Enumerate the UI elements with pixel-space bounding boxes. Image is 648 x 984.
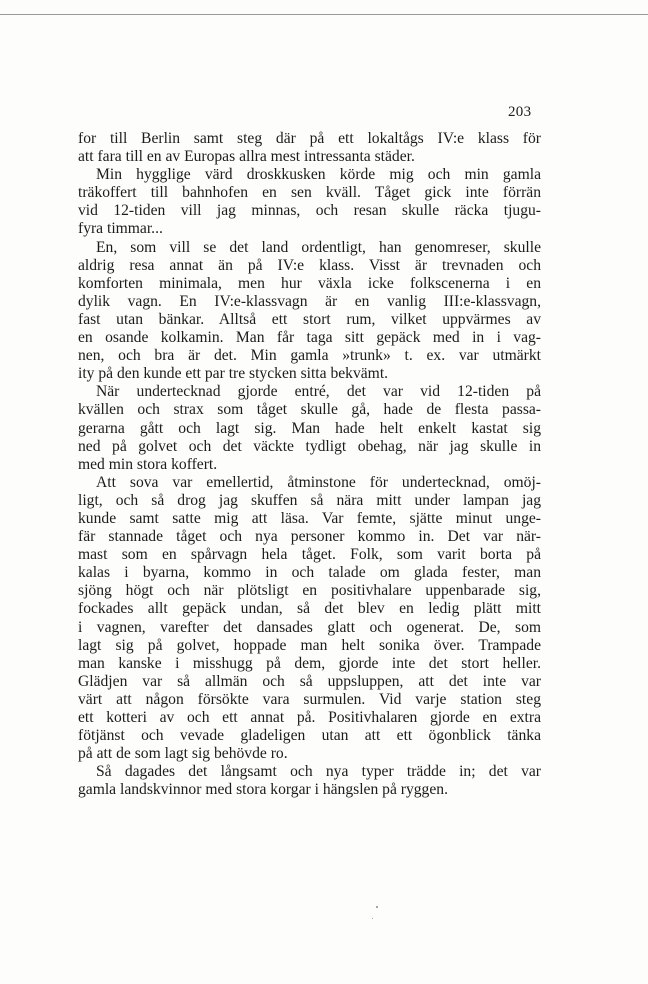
text-line: gamla landskvinnor med stora korgar i hängslen på ryggen.: [78, 781, 448, 799]
text-line: med min stora koffert.: [78, 455, 218, 473]
text-line: mast som en spårvagn hela tåget. Folk, som varit borta på: [78, 546, 541, 564]
text-line: En, som vill se det land ordentligt, han genomreser, skulle: [96, 238, 541, 256]
text-line: i vagnen, varefter det dansades glatt och ogenerat. De, som: [78, 618, 541, 636]
text-line: ligt, och så drog jag skuffen så nära mitt under lampan jag: [78, 491, 541, 509]
text-line: att fara till en av Europas allra mest intressanta städer.: [78, 148, 415, 166]
paragraph: [78, 166, 541, 238]
text-line: for till Berlin samt steg där på ett lokaltågs IV:e klass för: [78, 130, 541, 147]
text-line: fär stannade tåget och nya personer kommo in. Det var när-: [78, 528, 541, 546]
paragraph: [78, 130, 541, 166]
text-line: man kanske i misshugg på dem, gjorde inte det stort heller.: [78, 654, 541, 672]
text-line: värt att någon försökte vara surmulen. Vid varje station steg: [78, 690, 541, 708]
text-line: gerarna gått och lagt sig. Man hade helt enkelt kastat sig: [78, 419, 541, 437]
text-line: fötjänst och vevade gladeligen utan att ett ögonblick tänka: [78, 727, 541, 745]
paragraph: [78, 239, 541, 384]
paper-speck: [376, 906, 378, 908]
top-edge-rule: [0, 14, 648, 15]
text-line: kvällen och strax som tåget skulle gå, hade de flesta passa-: [78, 401, 541, 419]
text-line: dylik vagn. En IV:e-klassvagn är en vanlig III:e-klassvagn,: [78, 292, 541, 310]
text-line: kalas i byarna, kommo in och talade om glada fester, man: [78, 564, 541, 582]
text-line: lagt sig på golvet, hoppade man helt sonika över. Trampade: [78, 636, 541, 654]
text-line: fast utan bänkar. Alltså ett stort rum, vilket uppvärmes av: [78, 310, 541, 328]
text-line: Så dagades det långsamt och nya typer trädde in; det var: [96, 763, 541, 781]
text-line: aldrig resa annat än på IV:e klass. Visst är trevnaden och: [78, 256, 541, 274]
text-line: sjöng högt och när plötsligt en positivhalare uppenbarade sig,: [78, 582, 541, 600]
text-line: komforten minimala, men hur växla icke folkscenerna i en: [78, 274, 541, 292]
paragraph: [78, 474, 541, 764]
text-line: Att sova var emellertid, åtminstone för undertecknad, omöj-: [96, 473, 541, 491]
text-line: Glädjen var så allmän och så uppsluppen, att det inte var: [78, 672, 541, 690]
text-line: ity på den kunde ett par tre stycken sitta bekvämt.: [78, 365, 389, 383]
text-line: träkoffert till bahnhofen en sen kväll. Tåget gick inte förrän: [78, 184, 541, 202]
page-number: 203: [508, 104, 532, 120]
paragraph: [78, 763, 541, 799]
text-line: Min hygglige värd droskkusken körde mig och min gamla: [96, 166, 541, 184]
paper-speck: [372, 918, 373, 919]
text-line: När undertecknad gjorde entré, det var vid 12-tiden på: [96, 383, 541, 401]
paragraph: [78, 383, 541, 473]
text-line: ned på golvet och det väckte tydligt obehag, när jag skulle in: [78, 437, 541, 455]
text-line: vid 12-tiden vill jag minnas, och resan skulle räcka tjugu-: [78, 202, 541, 220]
text-line: en osande kolkamin. Man får taga sitt gepäck med in i vag-: [78, 329, 541, 347]
text-line: på att de som lagt sig behövde ro.: [78, 745, 288, 763]
text-line: nen, och bra är det. Min gamla »trunk» t. ex. var utmärkt: [78, 347, 541, 365]
text-line: fockades allt gepäck undan, så det blev en ledig plätt mitt: [78, 600, 541, 618]
body-text: [78, 130, 541, 799]
text-line: ett kotteri av och ett annat på. Positivhalaren gjorde en extra: [78, 709, 541, 726]
text-line: fyra timmar...: [78, 220, 163, 238]
text-line: kunde samt satte mig att läsa. Var femte, sjätte minut unge-: [78, 509, 541, 527]
